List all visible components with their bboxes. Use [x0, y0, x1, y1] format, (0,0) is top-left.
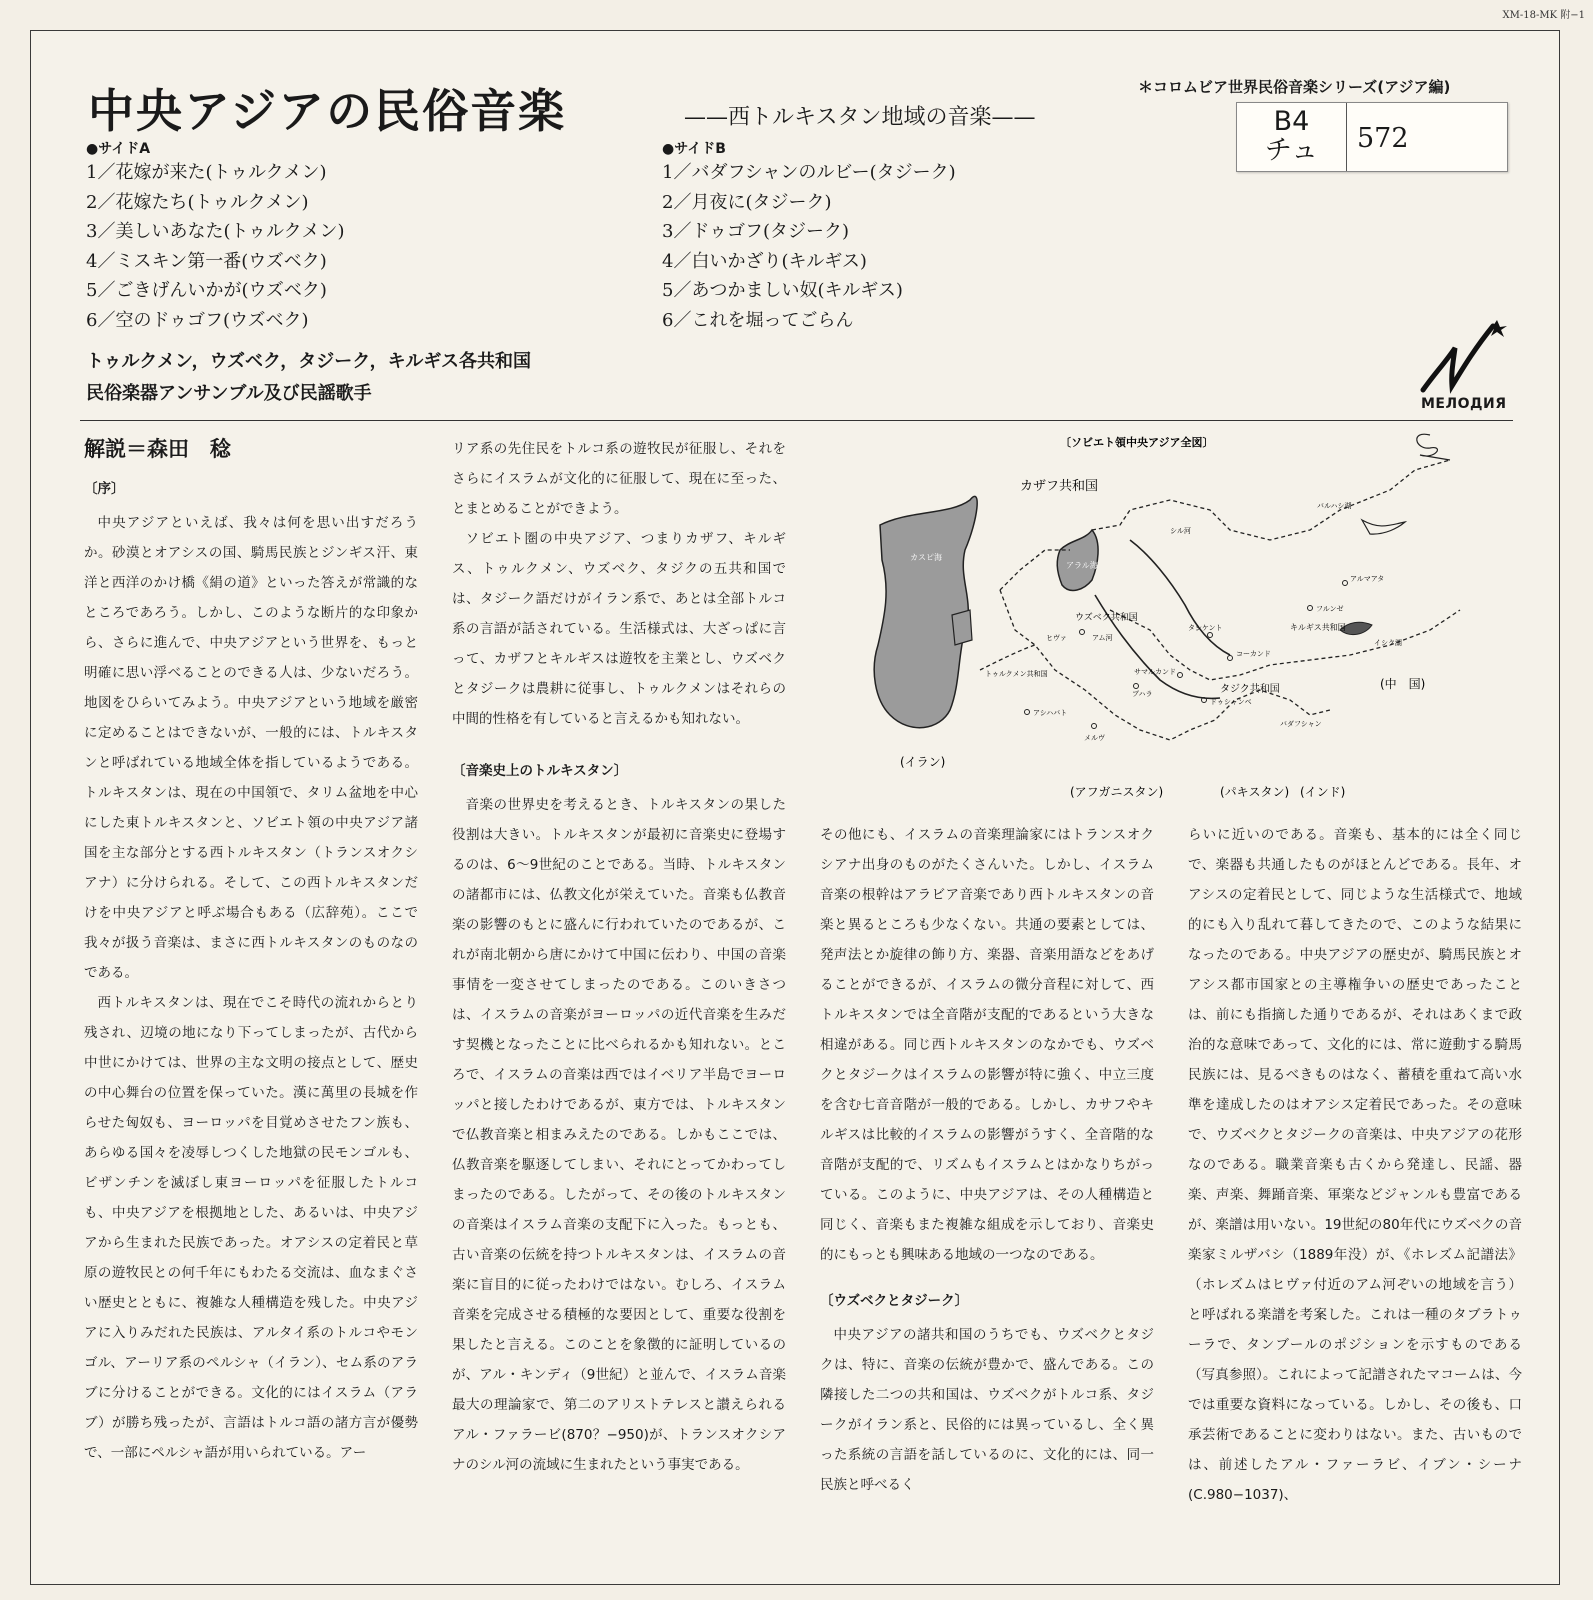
- balkhash-label: バルハシ湖: [1317, 502, 1352, 510]
- series-label: ＊コロムビア世界民俗音楽シリーズ(アジア編): [1138, 78, 1451, 96]
- paragraph: リア系の先住民をトルコ系の遊牧民が征服し、それをさらにイスラムが文化的に征服して、現在に至った、とまとめることができよう。: [452, 441, 786, 517]
- paragraph: ソビエト圏の中央アジア、つまりカザフ、キルギス、トゥルクメン、ウズベク、タジクの五共和国では、タジーク語だけがイラン系で、あとは全部トルコ系の言語が話されている。生活様式は、大ざっぱに言って、カザフとキルギスは遊牧を主業とし、ウズベクとタジークは農耕に従事し、トゥルクメンはそれらの中間的性格を有していると言えるかも知れない。: [452, 531, 786, 727]
- china-label: (中 国): [1380, 677, 1426, 691]
- section-heading: 〔序〕: [84, 481, 125, 497]
- uzbek-label: ウズベク共和国: [1075, 613, 1138, 623]
- notes-column-1: [84, 434, 418, 1468]
- city-marker-icon: [1208, 633, 1213, 638]
- dushanbe-label: ドゥシャンベ: [1210, 698, 1252, 706]
- track-item: 3／美しいあなた(トゥルクメン): [86, 221, 345, 242]
- track-item: 3／ドゥゴフ(タジーク): [662, 221, 850, 242]
- notes-column-3: [820, 820, 1154, 1500]
- track-item: 6／空のドゥゴフ(ウズベク): [86, 309, 309, 331]
- city-marker-icon: [1228, 656, 1233, 661]
- city-marker-icon: [1343, 581, 1348, 586]
- paragraph: らいに近いのである。音楽も、基本的には全く同じで、楽器も共通したものがほとんどである。長年、オアシスの定着民として、同じような生活様式で、地域的にも入り乱れて暮してきたので、このような結果になったのである。中央アジアの歴史が、騎馬民族とオアシス都市国家との主導権争いの歴史であったことは、前にも指摘した通りであるが、それはあくまで政治的な意味であって、文化的には、常に遊動する騎馬民族には、見るべきものはなく、蓄積を重ねて高い水準を達成したのはオアシス定着民であった。その意味で、ウズベクとタジークの音楽は、中央アジアの花形なのである。職業音楽も古くから発達し、民謡、器楽、声楽、舞踊音楽、軍楽などジャンルも豊富であるが、楽譜は用いない。19世紀の80年代にウズベクの音楽家ミルザバシ（1889年没）が、《ホレズム記譜法》（ホレズムはヒヴァ付近のアム河ぞいの地域を言う）と呼ばれる楽譜を考案した。これは一種のタブラトゥーラで、タンブールのポジションを示すものである（写真参照）。これによって記譜されたマコームは、今では重要な資料になっている。しかし、その後も、口承芸術であることに変わりはない。また、古いものでは、前述したアル・ファーラビ、イブン・シーナ(C.980−1037)、: [1188, 827, 1522, 1503]
- paragraph: 中央アジアといえば、我々は何を思い出すだろうか。砂漠とオアシスの国、騎馬民族とジンギス汗、東洋と西洋のかけ橋《絹の道》といった答えが常識的なところであろう。しかし、このような断片的な印象から、さらに進んで、中央アジアという世界を、もっと明確に思い浮べることのできる人は、少ないだろう。地図をひらいてみよう。中央アジアという地域を厳密に定めることはできないが、一般的には、トルキスタンと呼ばれている地域全体を指しているようである。トルキスタンは、現在の中国領で、タリム盆地を中心にした東トルキスタンと、ソビエト領の中央アジア諸国を主な部分とする西トルキスタン（トランスオクシアナ）に分けられる。そして、この西トルキスタンだけを中央アジアと呼ぶ場合もある（広辞苑）。ここで我々が扱う音楽は、まさに西トルキスタンのものなのである。: [84, 515, 418, 981]
- notes-column-2: [452, 434, 786, 1480]
- city-marker-icon: [1134, 684, 1139, 689]
- pakistan-label: (パキスタン): [1220, 785, 1290, 799]
- syr-river: [1130, 540, 1230, 655]
- notes-column-4: [1188, 820, 1522, 1510]
- side-a-tracklist: [86, 158, 345, 335]
- kara-bogaz-shape: [952, 610, 972, 645]
- city-marker-icon: [1080, 630, 1085, 635]
- kokand-label: コーカンド: [1236, 650, 1271, 658]
- track-item: 2／花嫁たち(トゥルクメン): [86, 191, 309, 213]
- turkmen-label: トゥルクメン共和国: [985, 670, 1048, 678]
- author-credit: 解説＝森田 稔: [84, 436, 231, 461]
- track-item: 5／あつかましい奴(キルギス): [662, 280, 903, 301]
- afghanistan-label: (アフガニスタン): [1070, 785, 1164, 799]
- samarkand-label: サマルカンド: [1134, 668, 1176, 676]
- catalog-sticker: [1236, 102, 1508, 172]
- performers: [86, 346, 531, 410]
- central-asia-map: [870, 430, 1500, 810]
- balkhash-lake-shape: [1362, 520, 1405, 534]
- side-b-tracklist: [662, 158, 956, 335]
- border-internal: [1000, 590, 1460, 680]
- logo-text: МЕЛОДИЯ: [1421, 396, 1507, 412]
- paragraph: その他にも、イスラムの音楽理論家にはトランスオクシアナ出身のものがたくさんいた。しかし、イスラム音楽の根幹はアラビア音楽であり西トルキスタンの音楽と異るところも少なくない。共通の要素としては、発声法とか旋律の飾り方、楽器、音楽用語などをあげることができるが、イスラムの微分音程に対して、西トルキスタンでは全音階が支配的であるという大きな相違がある。同じ西トルキスタンのなかでも、ウズベクとタジークはイスラムの影響が特に強く、中立三度を含む七音音階が一般的である。しかし、カサフやキルギスは比較的イスラムの影響がうすく、全音階的な音階が支配的で、リズムもイスラムとはかなりちがっている。このように、中央アジアは、その人種構造と同じく、音楽もまた複雑な組成を示しており、音楽史的にもっとも興味ある地域の一つなのである。: [820, 827, 1154, 1263]
- divider: [80, 420, 1513, 421]
- caspian-label: カスピ海: [910, 553, 942, 562]
- track-item: 1／バダフシャンのルビー(タジーク): [662, 162, 956, 183]
- city-marker-icon: [1092, 724, 1097, 729]
- issyk-label: イシク湖: [1374, 639, 1402, 647]
- paragraph: 中央アジアの諸共和国のうちでも、ウズベクとタジクは、特に、音楽の伝統が豊かで、盛んである。この隣接した二つの共和国は、ウズベクがトルコ系、タジークがイラン系と、民俗的には異っているし、全く異った系統の言語を話しているのに、文化的には、同一民族と呼べるく: [820, 1327, 1154, 1493]
- tashkent-label: タシケント: [1188, 624, 1223, 632]
- city-marker-icon: [1025, 710, 1030, 715]
- ashgabat-label: アシハバト: [1033, 709, 1068, 717]
- track-item: 5／ごきげんいかが(ウズベク): [86, 280, 327, 301]
- merv-label: メルヴ: [1084, 734, 1105, 742]
- section-heading: 〔音楽史上のトルキスタン〕: [452, 763, 628, 779]
- amu-river: [1095, 595, 1220, 698]
- track-item: 1／花嫁が来た(トゥルクメン): [86, 162, 327, 183]
- performers-line-1: トゥルクメン，ウズベク，タジーク，キルギス各共和国: [86, 351, 532, 372]
- kyrgyz-label: キルギス共和国: [1290, 623, 1346, 632]
- india-label: (インド): [1300, 785, 1346, 799]
- track-item: 4／ミスキン第一番(ウズベク): [86, 250, 327, 272]
- side-a-heading: ●サイドA: [86, 141, 151, 157]
- page-title: 中央アジアの民俗音楽: [88, 84, 567, 138]
- almaty-label: アルマアタ: [1350, 575, 1385, 583]
- syr-label: シル河: [1170, 527, 1191, 535]
- track-item: 6／これを堀ってごらん: [662, 309, 854, 331]
- badakhshan-label: バダフシャン: [1280, 720, 1322, 728]
- catalog-sticker-number: 572: [1357, 123, 1409, 154]
- track-item: 2／月夜に(タジーク): [662, 191, 832, 213]
- track-item: 4／白いかざり(キルギス): [662, 250, 867, 272]
- river-icon: [1417, 434, 1450, 460]
- page-subtitle: ——西トルキスタン地域の音楽——: [684, 105, 1036, 130]
- city-marker-icon: [1308, 606, 1313, 611]
- paragraph: 西トルキスタンは、現在でこそ時代の流れからとり残され、辺境の地になり下ってしまったが、古代から中世にかけては、世界の主な文明の接点として、歴史の中心舞台の位置を保っていた。漢に萬里の長城を作らせた匈奴も、ヨーロッパを目覚めさせたフン族も、あらゆる国々を凌辱しつくした地獄の民モンゴルも、ビザンチンを滅ぼし東ヨーロッパを征服したトルコも、中央アジアを根拠地とした、あるいは、中央アジアから生まれた民族であった。オアシスの定着民と草原の遊牧民との何千年にもわたる交流は、血なまぐさい歴史とともに、複雑な人種構造を残した。中央アジアに入りみだれた民族は、アルタイ系のトルコやモンゴル、アーリア系のペルシャ（イラン）、セム系のアラブに分けることができる。文化的にはイスラム（アラブ）が勝ち残ったが、言語はトルコ語の諸方言が優勢で、一部にペルシャ語が用いられている。アー: [84, 995, 418, 1461]
- city-marker-icon: [1178, 673, 1183, 678]
- iran-label: (イラン): [900, 755, 946, 769]
- map-caption: 〔ソビエト領中央アジア全図〕: [1060, 436, 1214, 449]
- frunze-label: フルンゼ: [1316, 605, 1344, 613]
- section-heading: 〔ウズベクとタジーク〕: [820, 1293, 969, 1309]
- catalog-sticker-bottom: チュ: [1264, 135, 1319, 166]
- catalog-sticker-top: B4: [1273, 106, 1310, 137]
- performers-line-2: 民俗楽器アンサンブル及び民謡歌手: [86, 383, 372, 404]
- aral-label: アラル海: [1066, 561, 1098, 570]
- side-b-heading: ●サイドB: [662, 141, 726, 157]
- kazakh-label: カザフ共和国: [1020, 479, 1099, 494]
- amu-label: アム河: [1092, 634, 1113, 642]
- bukhara-label: ブハラ: [1132, 690, 1153, 698]
- khiva-label: ヒヴァ: [1046, 634, 1067, 642]
- tajik-label: タジク共和国: [1220, 684, 1280, 695]
- catalog-code: XM-18-MK 附−1: [1502, 10, 1585, 21]
- catalog-sticker-left: [1237, 103, 1347, 171]
- paragraph: 音楽の世界史を考えるとき、トルキスタンの果した役割は大きい。トルキスタンが最初に音楽史に登場するのは、6〜9世紀のことである。当時、トルキスタンの諸都市には、仏教文化が栄えていた。音楽も仏教音楽の影響のもとに盛んに行われていたのであるが、これが南北朝から唐にかけて中国に伝わり、中国の音楽事情を一変させてしまったのである。このいきさつは、イスラムの音楽がヨーロッパの近代音楽を生みだす契機となったことに比べられるかも知れない。ところで、イスラムの音楽は西ではイベリア半島でヨーロッパと接したわけであるが、東方では、トルキスタンで仏教音楽と相まみえたのである。しかもここでは、仏教音楽を駆逐してしまい、それにとってかわってしまったのである。したがって、その後のトルキスタンの音楽はイスラム音楽の支配下に入った。もっとも、古い音楽の伝統を持つトルキスタンは、イスラムの音楽に盲目的に従ったわけではない。むしろ、イスラム音楽を完成させる積極的な要因として、重要な役割を果したと言える。このことを象徴的に証明しているのが、アル・キンディ（9世紀）と並んで、イスラム音楽最大の理論家で、第二のアリストテレスと讃えられるアル・ファラービ(870？−950)が、トランスオクシアナのシル河の流域に生まれたという事実である。: [452, 797, 786, 1473]
